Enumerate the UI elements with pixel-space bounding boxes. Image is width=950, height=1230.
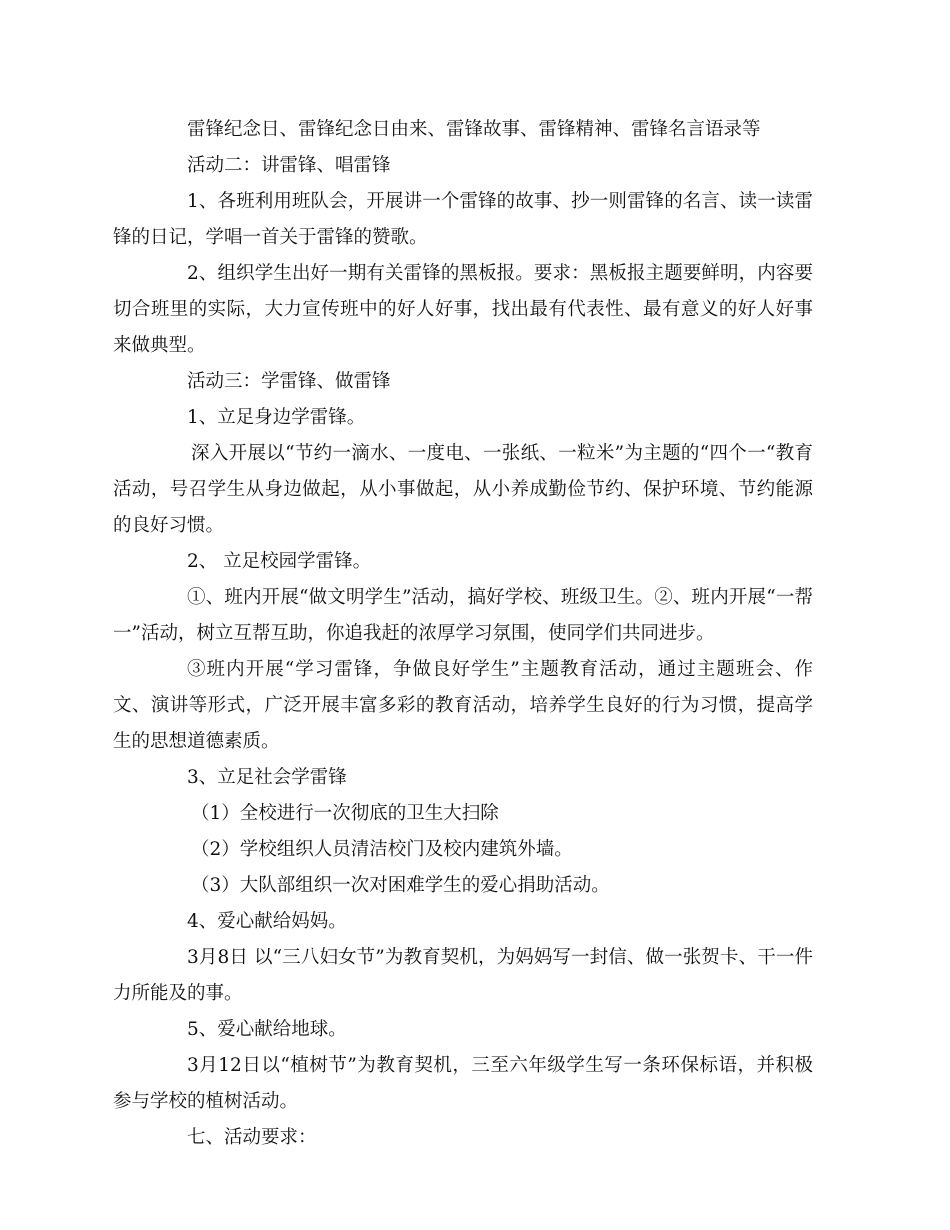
paragraph-arbor-day: 3月12日以“植树节”为教育契机，三至六年级学生写一条环保标语，并积极参与学校的植树活动。 — [113, 1055, 813, 1112]
paragraph-theme-education: ③班内开展“学习雷锋，争做良好学生”主题教育活动，通过主题班会、作文、演讲等形式，广泛开展丰富多彩的教育活动，培养学生良好的行为习惯，提高学生的思想道德素质。 — [113, 659, 813, 752]
heading-activity-two: 活动二：讲雷锋、唱雷锋 — [187, 155, 391, 176]
list-item-wall-cleaning: （2）学校组织人员清洁校门及校内建筑外墙。 — [191, 839, 573, 860]
list-item-donation: （3）大队部组织一次对困难学生的爱心捐助活动。 — [191, 875, 610, 896]
heading-learn-campus: 2、 立足校园学雷锋。 — [187, 551, 372, 572]
list-item-cleanup: （1）全校进行一次彻底的卫生大扫除 — [191, 803, 499, 824]
paragraph-topics: 雷锋纪念日、雷锋纪念日由来、雷锋故事、雷锋精神、雷锋名言语录等 — [187, 119, 761, 140]
heading-requirements: 七、活动要求： — [187, 1127, 317, 1148]
heading-love-earth: 5、爱心献给地球。 — [187, 1019, 347, 1040]
document-body — [113, 112, 813, 1156]
heading-activity-three: 活动三：学雷锋、做雷锋 — [187, 371, 391, 392]
paragraph-blackboard: 2、组织学生出好一期有关雷锋的黑板报。要求：黑板报主题要鲜明，内容要切合班里的实际，大力宣传班中的好人好事，找出最有代表性、最有意义的好人好事来做典型。 — [113, 263, 813, 356]
paragraph-four-ones: 深入开展以“节约一滴水、一度电、一张纸、一粒米”为主题的“四个一“教育活动，号召学生从身边做起，从小事做起，从小养成勤俭节约、保护环境、节约能源的良好习惯。 — [113, 443, 813, 536]
paragraph-class-meeting: 1、各班利用班队会，开展讲一个雷锋的故事、抄一则雷锋的名言、读一读雷锋的日记，学唱一首关于雷锋的赞歌。 — [113, 191, 813, 248]
paragraph-civilized-student: ①、班内开展“做文明学生”活动，搞好学校、班级卫生。②、班内开展“一帮一”活动，树立互帮互助，你追我赶的浓厚学习氛围，使同学们共同进步。 — [113, 587, 813, 644]
heading-learn-nearby: 1、立足身边学雷锋。 — [187, 407, 366, 428]
heading-love-mother: 4、爱心献给妈妈。 — [187, 911, 347, 932]
heading-learn-society: 3、立足社会学雷锋 — [187, 767, 347, 788]
paragraph-womens-day: 3月8日 以“三八妇女节”为教育契机，为妈妈写一封信、做一张贺卡、干一件力所能及的事。 — [113, 947, 813, 1004]
